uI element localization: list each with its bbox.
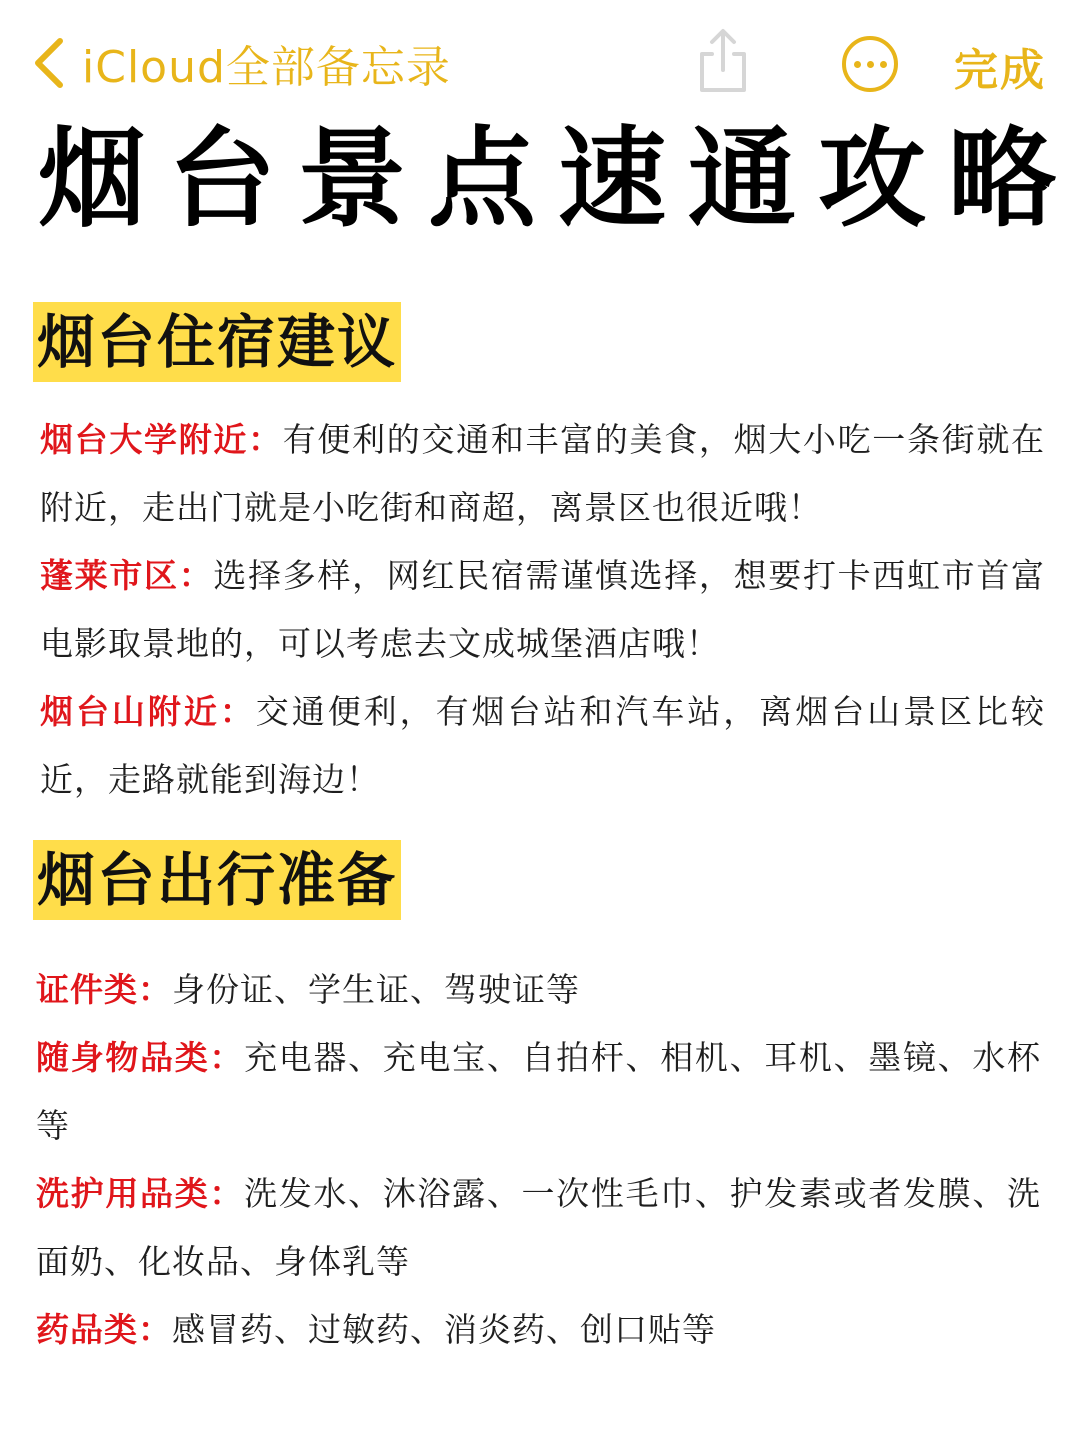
list-item xyxy=(36,1296,1041,1364)
note-title: 烟台景点速通攻略 xyxy=(38,117,1079,242)
item-text: 充电器、充电宝、自拍杆、相机、耳机、墨镜、水杯等 xyxy=(36,1038,1042,1145)
item-label: 蓬莱市区： xyxy=(40,556,214,595)
list-item xyxy=(40,678,1045,814)
item-text: 感冒药、过敏药、消炎药、创口贴等 xyxy=(172,1310,716,1349)
item-label: 药品类： xyxy=(36,1310,172,1349)
item-text: 交通便利，有烟台站和汽车站，离烟台山景区比较近，走路就能到海边！ xyxy=(40,692,1046,799)
item-text: 有便利的交通和丰富的美食，烟大小吃一条街就在附近，走出门就是小吃街和商超，离景区也很近哦！ xyxy=(40,420,1046,527)
section-heading-preparation: 烟台出行准备 xyxy=(33,840,401,920)
list-item xyxy=(40,406,1045,542)
more-dot xyxy=(867,61,874,68)
back-button[interactable] xyxy=(30,30,451,96)
more-dot xyxy=(854,61,861,68)
more-icon[interactable] xyxy=(842,36,898,92)
item-label: 烟台大学附近： xyxy=(40,420,283,459)
section-heading-accommodation: 烟台住宿建议 xyxy=(33,302,401,382)
back-label: iCloud全部备忘录 xyxy=(82,42,451,93)
item-label: 随身物品类： xyxy=(36,1038,245,1077)
list-item xyxy=(36,1024,1041,1160)
done-button[interactable]: 完成 xyxy=(954,45,1046,96)
item-label: 证件类： xyxy=(36,970,172,1009)
nav-bar xyxy=(0,0,1080,120)
item-label: 烟台山附近： xyxy=(40,692,256,731)
item-text: 选择多样，网红民宿需谨慎选择，想要打卡西虹市首富电影取景地的，可以考虑去文成城堡酒店哦！ xyxy=(40,556,1046,663)
item-text: 身份证、学生证、驾驶证等 xyxy=(172,970,580,1009)
list-item xyxy=(36,1160,1041,1296)
item-text: 洗发水、沐浴露、一次性毛巾、护发素或者发膜、洗面奶、化妆品、身体乳等 xyxy=(36,1174,1042,1281)
chevron-left-icon xyxy=(30,35,68,91)
list-item xyxy=(36,956,1041,1024)
item-label: 洗护用品类： xyxy=(36,1174,245,1213)
list-item xyxy=(40,542,1045,678)
share-icon[interactable] xyxy=(696,26,750,96)
more-dot xyxy=(880,61,887,68)
